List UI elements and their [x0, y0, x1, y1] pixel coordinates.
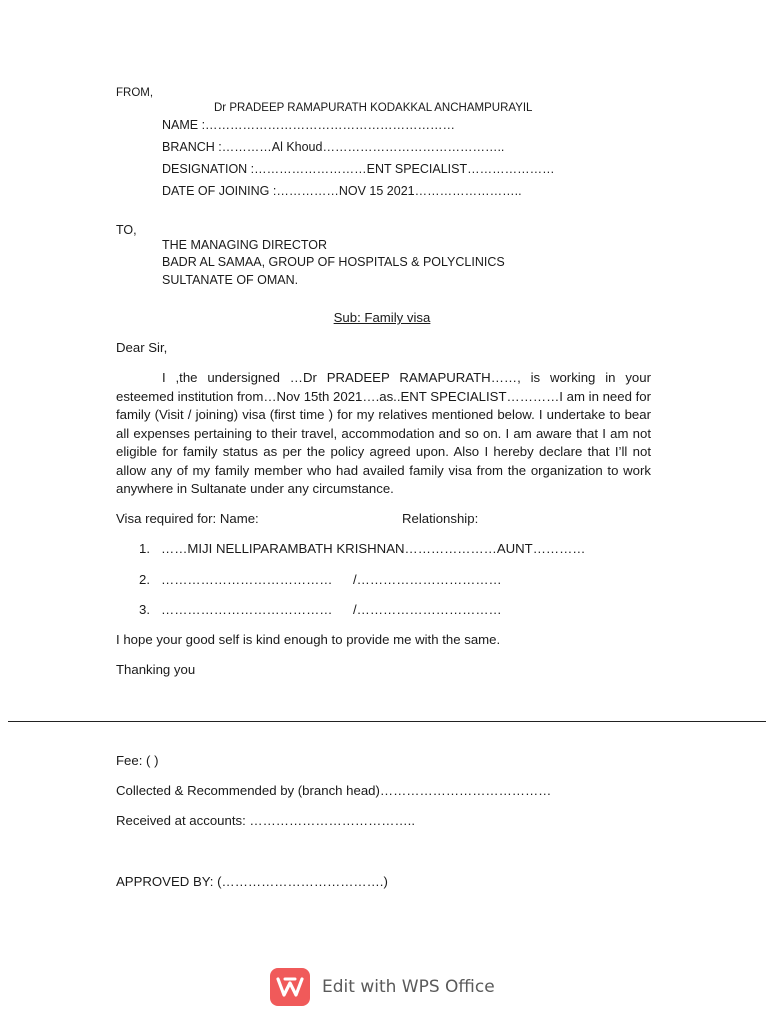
received-accounts-field: Received at accounts: ……………………………….. [116, 813, 415, 828]
visa-row-number: 3. [139, 602, 150, 617]
to-label: TO, [116, 223, 137, 237]
from-label: FROM, [116, 87, 154, 99]
wps-edit-label: Edit with WPS Office [322, 977, 495, 997]
closing-line: I hope your good self is kind enough to provide me with the same. [116, 632, 501, 647]
relationship-label: Relationship: [402, 511, 479, 526]
visa-required-label: Visa required for: Name: [116, 511, 259, 526]
section-divider [8, 721, 766, 722]
recipient-organization: BADR AL SAMAA, GROUP OF HOSPITALS & POLYCLINICS [162, 255, 505, 269]
wps-edit-button[interactable] [270, 968, 495, 1006]
body-paragraph: I ,the undersigned …Dr PRADEEP RAMAPURATH……, is working in your esteemed institution from…Nov 15th 2021….as..ENT SPECIALIST…………I am in need for family (Visit / joining) visa (first time ) for my relatives mentioned below. I undertake to bear all expenses pertaining to their travel, accommodation and so on. I am aware that I am not eligible for family status as per the policy agreed upon. Also I hereby declare that I’ll not allow any of my family member who had availed family visa from the organization to work anywhere in Sultanate under any circumstance. [116, 370, 651, 496]
wps-logo-icon [270, 968, 310, 1006]
visa-row-number: 2. [139, 572, 150, 587]
salutation: Dear Sir, [116, 340, 168, 355]
designation-field: DESIGNATION :………………………ENT SPECIALIST………………… [162, 162, 555, 176]
subject-line: Sub: Family visa [333, 310, 431, 325]
sender-name: Dr PRADEEP RAMAPURATH KODAKKAL ANCHAMPURAYIL [214, 102, 533, 114]
visa-row-relationship: /…………………………… [353, 572, 502, 587]
recipient-title: THE MANAGING DIRECTOR [162, 238, 328, 252]
recipient-location: SULTANATE OF OMAN. [162, 273, 299, 287]
thanking-line: Thanking you [116, 662, 196, 677]
visa-row-name: ………………………………… [161, 572, 333, 587]
visa-row-number: 1. [139, 541, 150, 556]
branch-field: BRANCH :…………Al Khoud…………………………………….. [162, 140, 505, 154]
visa-row-relationship: /…………………………… [353, 602, 502, 617]
name-field: NAME :…………………………………………………… [162, 118, 456, 132]
approved-by-field: APPROVED BY: (……………………………….) [116, 874, 388, 889]
visa-row-name: ………………………………… [161, 602, 333, 617]
collected-recommended-field: Collected & Recommended by (branch head)………………………………… [116, 783, 552, 798]
date-of-joining-field: DATE OF JOINING :……………NOV 15 2021…………………….. [162, 184, 522, 198]
fee-field: Fee: ( ) [116, 753, 159, 768]
visa-row-name: ……MIJI NELLIPARAMBATH KRISHNAN…………………AUNT………… [161, 541, 586, 556]
